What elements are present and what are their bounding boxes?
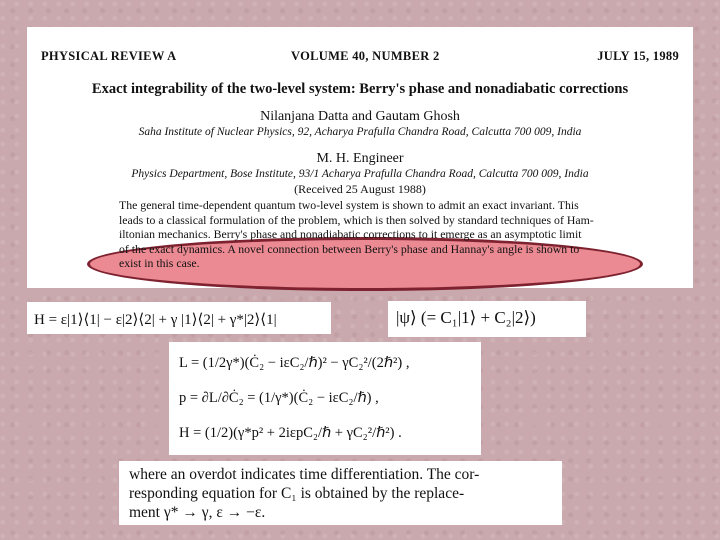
authors-primary: Nilanjana Datta and Gautam Ghosh bbox=[260, 109, 460, 124]
received-date: (Received 25 August 1988) bbox=[294, 182, 426, 196]
hamiltonian-equation: H = ε|1⟩⟨1| − ε|2⟩⟨2| + γ |1⟩⟨2| + γ*|2⟩⟨1| bbox=[27, 302, 331, 334]
note-line: responding equation for C₁ is obtained by the replace- bbox=[129, 485, 465, 502]
abstract bbox=[119, 198, 619, 271]
classical-hamiltonian-equation: H = (1/2)(γ*p² + 2iεpC₂/ℏ + γC₂²/ℏ²) . bbox=[179, 425, 402, 441]
abstract-line: The general time-dependent quantum two-level system is shown to admit an exact invariant. This bbox=[119, 198, 579, 212]
lagrangian-equation: L = (1/2γ*)(Ċ₂ − iεC₂/ℏ)² − γC₂²/(2ℏ²) , bbox=[179, 355, 410, 371]
momentum-equation: p = ∂L/∂Ċ₂ = (1/γ*)(Ċ₂ − iεC₂/ℏ) , bbox=[179, 390, 379, 406]
paper-excerpt bbox=[27, 27, 693, 288]
state-equation: |ψ⟩ (= C₁|1⟩ + C₂|2⟩) bbox=[388, 301, 586, 337]
note-line: where an overdot indicates time differentiation. The cor- bbox=[129, 466, 480, 483]
abstract-line: iltonian mechanics. Berry's phase and nonadiabatic corrections to it emerge as an asymptotic limit bbox=[119, 227, 582, 241]
authors-secondary: M. H. Engineer bbox=[316, 151, 404, 166]
abstract-line: of the exact dynamics. A novel connection between Berry's phase and Hannay's angle is shown to bbox=[119, 241, 580, 256]
text-note bbox=[119, 461, 562, 525]
affiliation-primary: Saha Institute of Nuclear Physics, 92, Acharya Prafulla Chandra Road, Calcutta 700 009, India bbox=[138, 126, 582, 138]
lagrangian-equations bbox=[169, 342, 481, 455]
journal-name: PHYSICAL REVIEW A bbox=[41, 49, 177, 63]
volume-number: VOLUME 40, NUMBER 2 bbox=[291, 49, 440, 63]
note-line: ment γ* → γ, ε → −ε. bbox=[129, 504, 266, 521]
paper-title: Exact integrability of the two-level system: Berry's phase and nonadiabatic corrections bbox=[91, 81, 629, 97]
publication-date: JULY 15, 1989 bbox=[597, 49, 679, 63]
journal-header bbox=[41, 49, 679, 65]
abstract-line: leads to a classical formulation of the problem, which is then solved by standard techniques of Ham- bbox=[119, 212, 594, 227]
abstract-line: exist in this case. bbox=[119, 256, 200, 270]
affiliation-secondary: Physics Department, Bose Institute, 93/1 Acharya Prafulla Chandra Road, Calcutta 700 009, India bbox=[131, 168, 589, 180]
